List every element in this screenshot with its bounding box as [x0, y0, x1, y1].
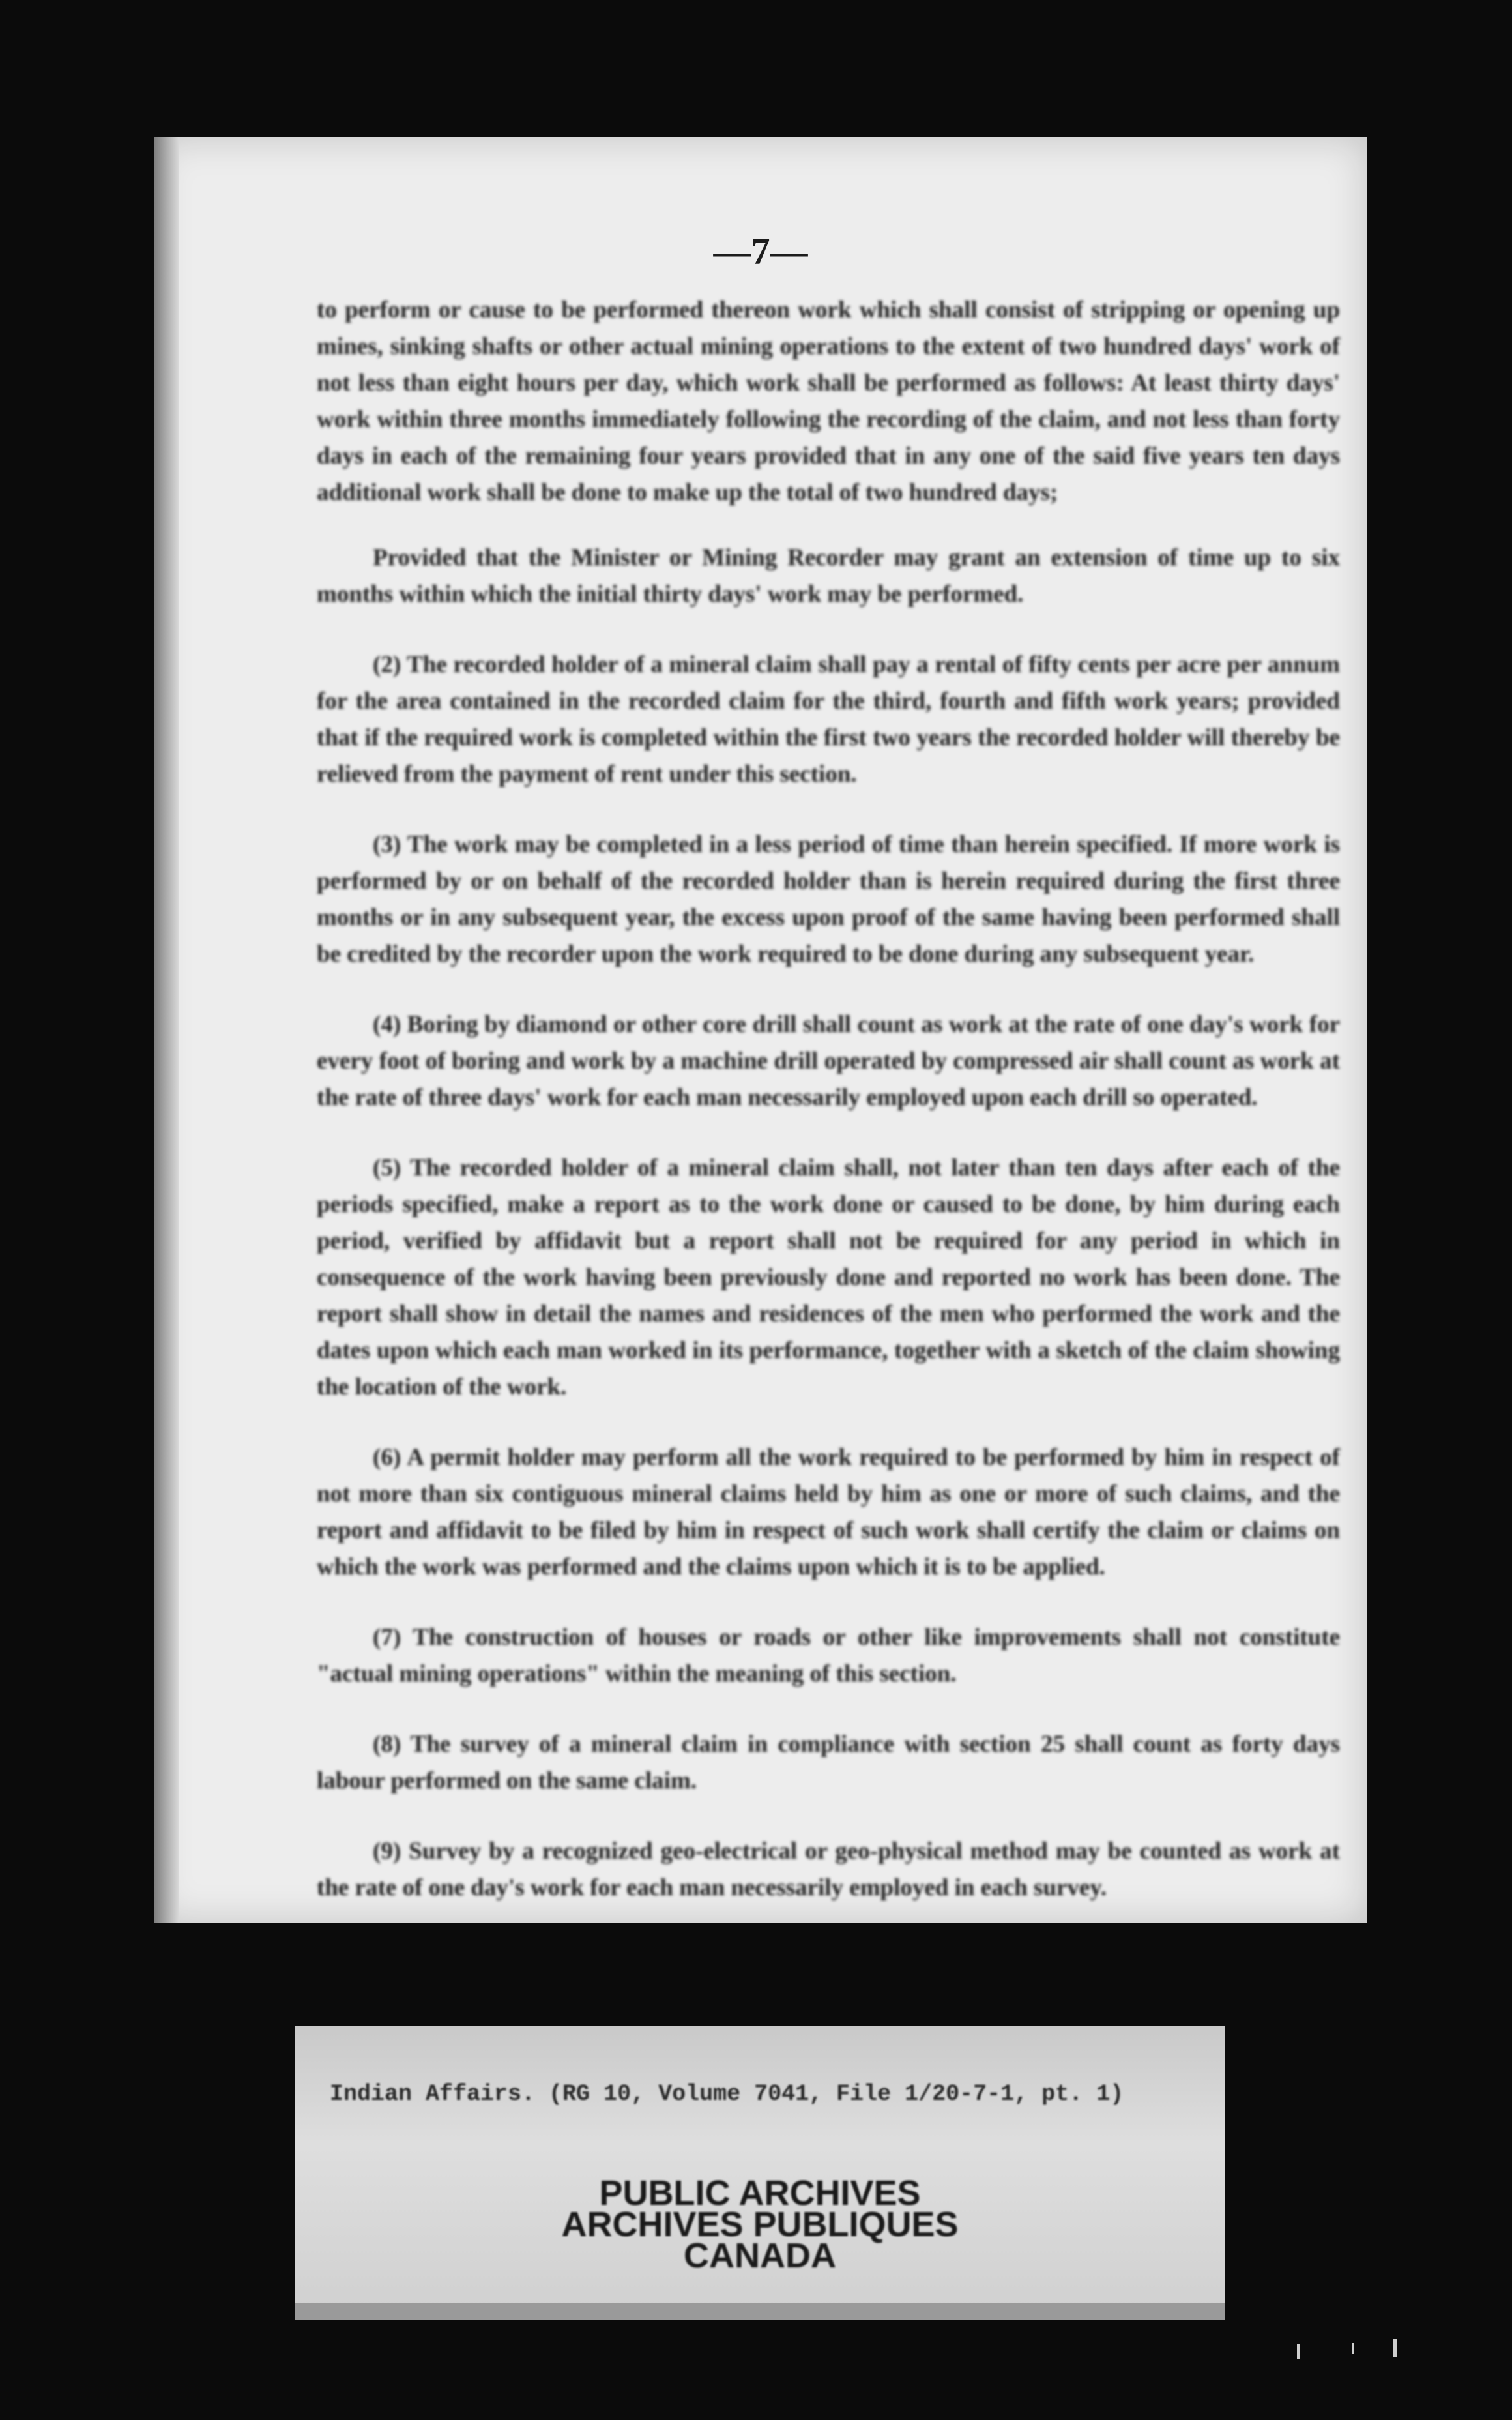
archive-stamp [295, 2174, 1225, 2275]
paragraph-4: (4) Boring by diamond or other core drill shall count as work at the rate of one day's work for every foot of boring and work by a machine drill operated by compressed air shall count as work at the rate of three days' work for each man necessarily employed upon each drill so operated. [317, 1011, 1340, 1111]
paragraph-8: (8) The survey of a mineral claim in compliance with section 25 shall count as forty days labour performed on the same claim. [317, 1731, 1340, 1794]
paragraph-7: (7) The construction of houses or roads or other like improvements shall not constitute "actual mining operations" within the meaning of this section. [317, 1624, 1340, 1687]
archives-english: PUBLIC ARCHIVES [599, 2174, 921, 2213]
paragraph-3: (3) The work may be completed in a less period of time than herein specified. If more work is performed by or on behalf of the recorded holder than is herein required during the first three months or in any subsequent year, the excess upon proof of the same having been performed shall be credited by the recorder upon the work required to be done during any subsequent year. [317, 831, 1340, 967]
film-scratch [1393, 2339, 1397, 2357]
archive-reference: Indian Affairs. (RG 10, Volume 7041, File 1/20-7-1, pt. 1) [330, 2081, 1124, 2107]
page-number: —7— [713, 230, 808, 273]
paragraph-2: (2) The recorded holder of a mineral claim shall pay a rental of fifty cents per acre per annum for the area contained in the recorded claim for the third, fourth and fifth work years; provided that if the required work is completed within the first two years the recorded holder will thereby be relieved from the payment of rent under this section. [317, 651, 1340, 788]
film-scratch [1297, 2344, 1300, 2359]
paragraph-5: (5) The recorded holder of a mineral claim shall, not later than ten days after each of the periods specified, make a report as to the work done or caused to be done, by him during each period, verified by affidavit but a report shall not be required for any period in which in consequence of the work having been previously done and reported no work has been done. The report shall show in detail the names and residences of the men who performed the work and the dates upon which each man worked in its performance, together with a sketch of the claim showing the location of the work. [317, 1155, 1340, 1400]
film-scratch [1352, 2343, 1354, 2354]
archives-french: ARCHIVES PUBLIQUES [561, 2205, 959, 2244]
label-bottom-edge [295, 2303, 1225, 2320]
document-page [154, 137, 1367, 1923]
paragraph-6: (6) A permit holder may perform all the work required to be performed by him in respect of not more than six contiguous mineral claims held by him as one or more of such claims, and the report and affidavit to be filed by him in respect of such work shall certify the claim or claims on which the work was performed and the claims upon which it is to be applied. [317, 1444, 1340, 1580]
paragraph-9: (9) Survey by a recognized geo-electrical or geo-physical method may be counted as work at the rate of one day's work for each man necessarily employed in each survey. [317, 1838, 1340, 1901]
page-edge-shadow [154, 137, 179, 1923]
archive-label-card [295, 2026, 1225, 2320]
paragraph-1: to perform or cause to be performed thereon work which shall consist of stripping or opening up mines, sinking shafts or other actual mining operations to the extent of two hundred days' work of not less than eight hours per day, which work shall be performed as follows: At least thirty days' work within three months immediately following the recording of the claim, and not less than forty days in each of the remaining four years provided that in any one of the said five years ten days additional work shall be done to make up the total of two hundred days; [317, 297, 1340, 506]
paragraph-proviso: Provided that the Minister or Mining Recorder may grant an extension of time up to six months within which the initial thirty days' work may be performed. [317, 544, 1340, 608]
document-body [317, 292, 1340, 1923]
archives-country: CANADA [684, 2236, 836, 2275]
